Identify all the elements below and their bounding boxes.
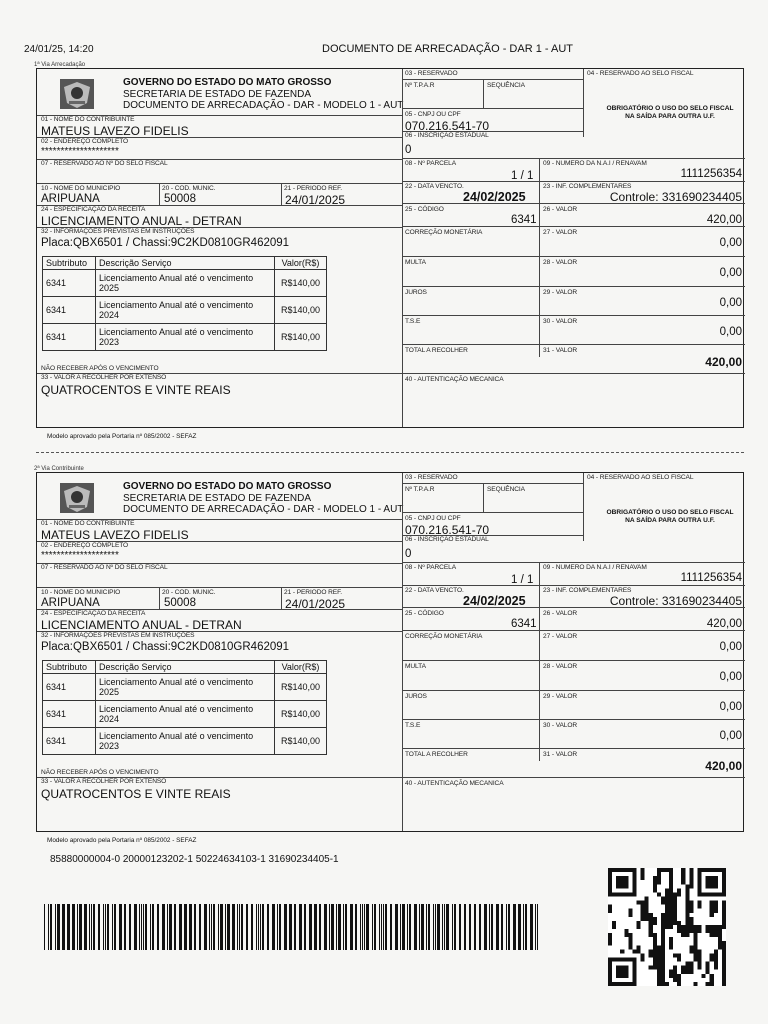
label-04: 04 - RESERVADO AO SELO FISCAL [587,474,694,481]
label-total: TOTAL A RECOLHER [405,347,468,354]
valor-28: 0,00 [719,267,742,279]
gov-title: GOVERNO DO ESTADO DO MATO GROSSO [123,481,332,492]
row-subtributo: 6341 [43,728,96,755]
valor-extenso: QUATROCENTOS E VINTE REAIS [41,787,231,801]
selo-fiscal-notice: OBRIGATÓRIO O USO DO SELO FISCAL NA SAÍDA PARA OUTRA U.F. [606,105,734,120]
label-25: 25 - CÓDIGO [405,610,444,617]
municipio: ARIPUANA [41,597,100,609]
modelo-aprovado: Modelo aprovado pela Portaria nº 085/2002 - SEFAZ [47,837,197,844]
cut-line [36,452,744,453]
row-subtributo: 6341 [43,701,96,728]
label-29: 29 - VALOR [543,289,578,296]
label-21: 21 - PERIODO REF. [284,185,343,192]
services-table [42,256,327,351]
parcela: 1 / 1 [511,170,534,182]
barcode-image [44,904,538,950]
codigo: 6341 [511,214,537,226]
valor-27: 0,00 [719,641,742,653]
label-correcao: CORREÇÃO MONETÁRIA [405,229,483,236]
parcela: 1 / 1 [511,574,534,586]
label-08: 08 - Nº PARCELA [405,564,456,571]
label-sequencia: SEQUÊNCIA [487,82,525,89]
valor-28: 0,00 [719,671,742,683]
contribuinte-nome: MATEUS LAVEZO FIDELIS [41,124,189,138]
label-33: 33 - VALOR A RECOLHER POR EXTENSO [41,374,167,381]
label-juros: JUROS [405,289,427,296]
cod-munic: 50008 [164,193,196,205]
label-10: 10 - NOME DO MUNICIPIO [41,185,121,192]
modelo-aprovado: Modelo aprovado pela Portaria nº 085/2002 - SEFAZ [47,433,197,440]
label-40: 40 - AUTENTICAÇÃO MECANICA [405,780,504,787]
label-02: 02 - ENDEREÇO COMPLETO [41,138,129,145]
label-05: 05 - CNPJ OU CPF [405,111,461,118]
th-valor: Valor(R$) [275,661,327,674]
label-tse: T.S.E [405,318,421,325]
row-descricao: Licenciamento Anual até o vencimento 2024 [96,701,275,728]
nao-receber-notice: NÃO RECEBER APÓS O VENCIMENTO [41,769,159,776]
cpf: 070.216.541-70 [405,119,490,133]
valor-30: 0,00 [719,326,742,338]
placa-chassi: Placa:QBX6501 / Chassi:9C2KD0810GR462091 [41,237,290,249]
inscricao-estadual: 0 [405,144,412,156]
row-subtributo: 6341 [43,270,96,297]
valor-29: 0,00 [719,701,742,713]
table-row [43,297,327,324]
label-08: 08 - Nº PARCELA [405,160,456,167]
endereco: ******************** [41,550,119,561]
especificacao-receita: LICENCIAMENTO ANUAL - DETRAN [41,214,242,228]
secretaria: SECRETARIA DE ESTADO DE FAZENDA [123,89,311,100]
codigo: 6341 [511,618,537,630]
row-subtributo: 6341 [43,324,96,351]
table-row [43,270,327,297]
label-03: 03 - RESERVADO [405,474,458,481]
label-01: 01 - NOME DO CONTRIBUINTE [41,116,135,123]
valor-30: 0,00 [719,730,742,742]
renavam: 1111256354 [680,168,742,180]
data-vencimento: 24/02/2025 [463,594,526,608]
nao-receber-notice: NÃO RECEBER APÓS O VENCIMENTO [41,365,159,372]
label-07: 07 - RESERVADO AO Nº DO SELO FISCAL [41,564,168,571]
label-24: 24 - ESPECIFICAÇÃO DA RECEITA [41,206,146,213]
contribuinte-nome: MATEUS LAVEZO FIDELIS [41,528,189,542]
gov-title: GOVERNO DO ESTADO DO MATO GROSSO [123,77,332,88]
label-31: 31 - VALOR [543,347,578,354]
placa-chassi: Placa:QBX6501 / Chassi:9C2KD0810GR462091 [41,641,290,653]
label-22: 22 - DATA VENCTO. [405,183,464,190]
label-01: 01 - NOME DO CONTRIBUINTE [41,520,135,527]
label-24: 24 - ESPECIFICAÇÃO DA RECEITA [41,610,146,617]
controle: Controle: 331690234405 [609,190,742,204]
row-descricao: Licenciamento Anual até o vencimento 2023 [96,324,275,351]
th-descricao: Descrição Serviço [96,661,275,674]
row-valor: R$140,00 [275,324,327,351]
valor-29: 0,00 [719,297,742,309]
label-sequencia: SEQUÊNCIA [487,486,525,493]
data-vencimento: 24/02/2025 [463,190,526,204]
secretaria: SECRETARIA DE ESTADO DE FAZENDA [123,493,311,504]
label-40: 40 - AUTENTICAÇÃO MECANICA [405,376,504,383]
doc-model: DOCUMENTO DE ARRECADAÇÃO - DAR - MODELO 1 - AUT [123,100,404,111]
label-21: 21 - PERIODO REF. [284,589,343,596]
periodo-ref: 24/01/2025 [285,193,346,207]
label-juros: JUROS [405,693,427,700]
inscricao-estadual: 0 [405,548,412,560]
valor-26: 420,00 [706,214,742,226]
label-20: 20 - COD. MUNIC. [162,185,216,192]
row-descricao: Licenciamento Anual até o vencimento 2025 [96,270,275,297]
municipio: ARIPUANA [41,193,100,205]
label-10: 10 - NOME DO MUNICIPIO [41,589,121,596]
label-multa: MULTA [405,663,426,670]
valor-27: 0,00 [719,237,742,249]
row-subtributo: 6341 [43,674,96,701]
label-26: 26 - VALOR [543,610,578,617]
label-27: 27 - VALOR [543,633,578,640]
label-05: 05 - CNPJ OU CPF [405,515,461,522]
label-28: 28 - VALOR [543,663,578,670]
label-33: 33 - VALOR A RECOLHER POR EXTENSO [41,778,167,785]
row-descricao: Licenciamento Anual até o vencimento 2024 [96,297,275,324]
controle: Controle: 331690234405 [609,594,742,608]
state-crest-icon [57,481,97,515]
document-title: DOCUMENTO DE ARRECADAÇÃO - DAR 1 - AUT [322,43,573,55]
label-26: 26 - VALOR [543,206,578,213]
label-22: 22 - DATA VENCTO. [405,587,464,594]
label-tpar: Nº T.P.A.R [405,82,435,89]
label-20: 20 - COD. MUNIC. [162,589,216,596]
table-row [43,674,327,701]
table-header [43,257,327,270]
th-subtributo: Subtributo [43,257,96,270]
label-multa: MULTA [405,259,426,266]
qr-code-image [608,868,726,986]
especificacao-receita: LICENCIAMENTO ANUAL - DETRAN [41,618,242,632]
label-29: 29 - VALOR [543,693,578,700]
label-32: 32 - INFORMAÇÕES PREVISTAS EM INSTRUÇÕES [41,228,195,235]
label-30: 30 - VALOR [543,318,578,325]
row-descricao: Licenciamento Anual até o vencimento 2023 [96,728,275,755]
cod-munic: 50008 [164,597,196,609]
label-03: 03 - RESERVADO [405,70,458,77]
table-header [43,661,327,674]
label-23: 23 - INF. COMPLEMENTARES [543,183,632,190]
row-valor: R$140,00 [275,297,327,324]
valor-total: 420,00 [705,759,742,773]
state-crest-icon [57,77,97,111]
row-valor: R$140,00 [275,674,327,701]
label-25: 25 - CÓDIGO [405,206,444,213]
dar-slip-2 [36,472,744,844]
via-label: 1ª Via Arrecadação [34,62,86,68]
row-valor: R$140,00 [275,728,327,755]
label-total: TOTAL A RECOLHER [405,751,468,758]
endereco: ******************** [41,146,119,157]
label-tpar: Nº T.P.A.R [405,486,435,493]
th-descricao: Descrição Serviço [96,257,275,270]
label-06: 06 - INSCRIÇÃO ESTADUAL [405,536,489,543]
label-02: 02 - ENDEREÇO COMPLETO [41,542,129,549]
valor-extenso: QUATROCENTOS E VINTE REAIS [41,383,231,397]
table-row [43,728,327,755]
linha-digitavel: 85880000004-0 20000123202-1 50224634103-1 31690234405-1 [50,854,339,865]
label-09: 09 - NUMERO DA N.A.I / RENAVAM [543,564,647,571]
row-valor: R$140,00 [275,701,327,728]
label-07: 07 - RESERVADO AO Nº DO SELO FISCAL [41,160,168,167]
renavam: 1111256354 [680,572,742,584]
label-tse: T.S.E [405,722,421,729]
row-subtributo: 6341 [43,297,96,324]
table-row [43,324,327,351]
table-row [43,701,327,728]
valor-total: 420,00 [705,355,742,369]
label-30: 30 - VALOR [543,722,578,729]
label-27: 27 - VALOR [543,229,578,236]
th-valor: Valor(R$) [275,257,327,270]
label-32: 32 - INFORMAÇÕES PREVISTAS EM INSTRUÇÕES [41,632,195,639]
label-09: 09 - NUMERO DA N.A.I / RENAVAM [543,160,647,167]
periodo-ref: 24/01/2025 [285,597,346,611]
label-correcao: CORREÇÃO MONETÁRIA [405,633,483,640]
th-subtributo: Subtributo [43,661,96,674]
valor-26: 420,00 [706,618,742,630]
print-datetime: 24/01/25, 14:20 [24,44,94,55]
label-23: 23 - INF. COMPLEMENTARES [543,587,632,594]
label-31: 31 - VALOR [543,751,578,758]
dar-slip-1 [36,68,744,440]
label-28: 28 - VALOR [543,259,578,266]
label-04: 04 - RESERVADO AO SELO FISCAL [587,70,694,77]
cpf: 070.216.541-70 [405,523,490,537]
via-label: 2ª Via Contribuinte [34,466,84,472]
label-06: 06 - INSCRIÇÃO ESTADUAL [405,132,489,139]
services-table [42,660,327,755]
row-valor: R$140,00 [275,270,327,297]
doc-model: DOCUMENTO DE ARRECADAÇÃO - DAR - MODELO 1 - AUT [123,504,404,515]
selo-fiscal-notice: OBRIGATÓRIO O USO DO SELO FISCAL NA SAÍDA PARA OUTRA U.F. [606,509,734,524]
row-descricao: Licenciamento Anual até o vencimento 2025 [96,674,275,701]
